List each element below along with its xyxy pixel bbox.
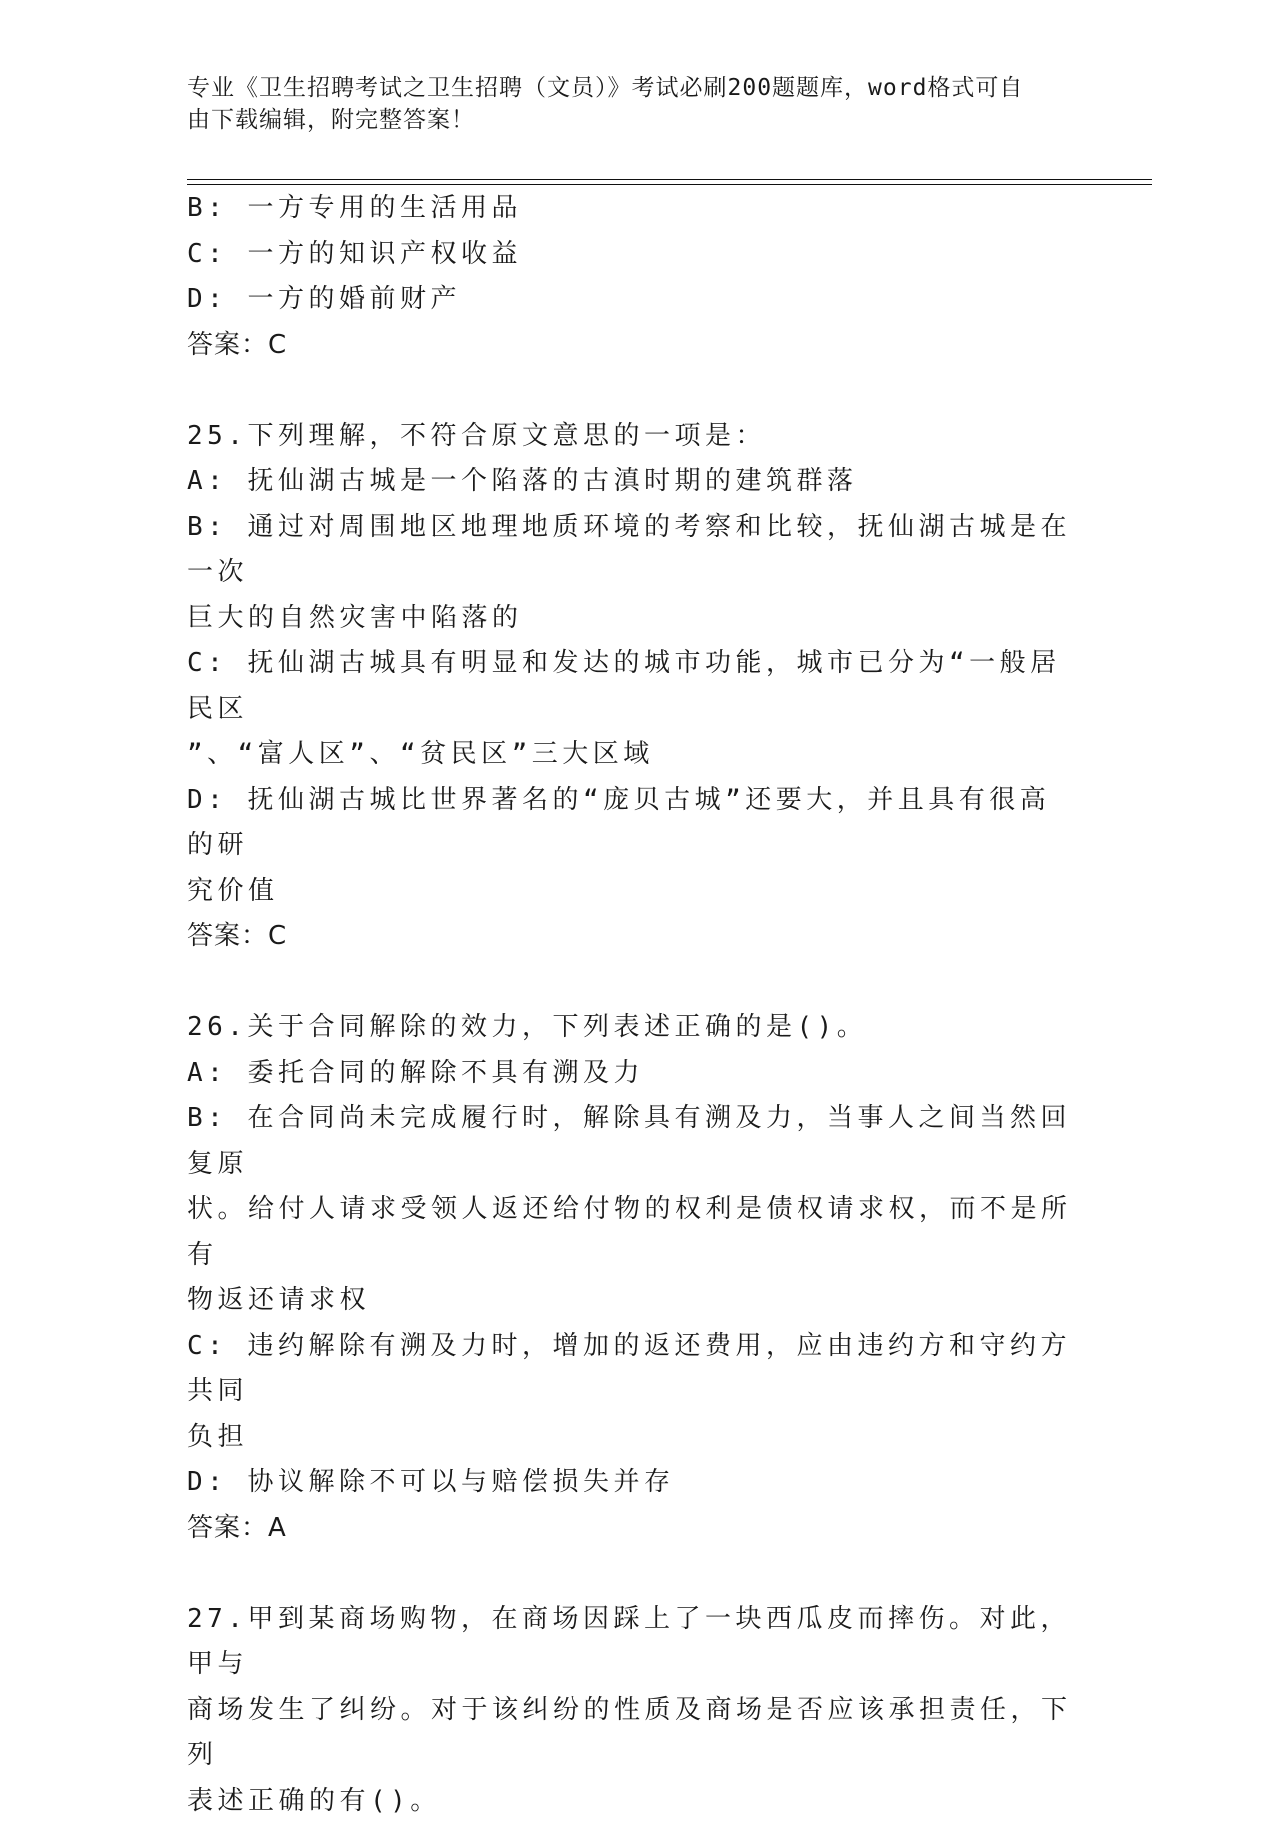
question-stem: 26.关于合同解除的效力，下列表述正确的是()。 bbox=[187, 1005, 1077, 1051]
option-a: A: 委托合同的解除不具有溯及力 bbox=[187, 1051, 1077, 1097]
question-25 bbox=[187, 414, 1077, 960]
document-header bbox=[187, 72, 1067, 136]
header-divider-top bbox=[187, 179, 1152, 180]
header-line-2: 由下载编辑，附完整答案！ bbox=[187, 104, 1067, 136]
option-c-continued: 负担 bbox=[187, 1415, 1077, 1461]
spacer bbox=[187, 960, 1077, 1006]
answer-line: 答案：A bbox=[187, 1506, 1077, 1552]
option-b-continued: 巨大的自然灾害中陷落的 bbox=[187, 596, 1077, 642]
header-line-1: 专业《卫生招聘考试之卫生招聘（文员）》考试必刷200题题库，word格式可自 bbox=[187, 72, 1067, 104]
document-body bbox=[187, 186, 1077, 1824]
option-b: B: 通过对周围地区地理地质环境的考察和比较，抚仙湖古城是在一次 bbox=[187, 505, 1077, 596]
option-a: A: 抚仙湖古城是一个陷落的古滇时期的建筑群落 bbox=[187, 459, 1077, 505]
option-d: D: 协议解除不可以与赔偿损失并存 bbox=[187, 1460, 1077, 1506]
answer-line: 答案：C bbox=[187, 323, 1077, 369]
question-stem: 25.下列理解，不符合原文意思的一项是： bbox=[187, 414, 1077, 460]
option-d: D: 一方的婚前财产 bbox=[187, 277, 1077, 323]
option-c: C: 一方的知识产权收益 bbox=[187, 232, 1077, 278]
option-c: C: 违约解除有溯及力时，增加的返还费用，应由违约方和守约方共同 bbox=[187, 1324, 1077, 1415]
option-c: C: 抚仙湖古城具有明显和发达的城市功能，城市已分为“一般居民区 bbox=[187, 641, 1077, 732]
spacer bbox=[187, 1551, 1077, 1597]
question-stem-continued: 表述正确的有()。 bbox=[187, 1779, 1077, 1824]
option-d: D: 抚仙湖古城比世界著名的“庞贝古城”还要大，并且具有很高的研 bbox=[187, 778, 1077, 869]
question-26 bbox=[187, 1005, 1077, 1551]
question-27 bbox=[187, 1597, 1077, 1824]
question-stem: 27.甲到某商场购物，在商场因踩上了一块西瓜皮而摔伤。对此，甲与 bbox=[187, 1597, 1077, 1688]
option-d-continued: 究价值 bbox=[187, 869, 1077, 915]
option-b-continued: 状。给付人请求受领人返还给付物的权利是债权请求权，而不是所有 bbox=[187, 1187, 1077, 1278]
question-stem-continued: 商场发生了纠纷。对于该纠纷的性质及商场是否应该承担责任，下列 bbox=[187, 1688, 1077, 1779]
option-b: B: 在合同尚未完成履行时，解除具有溯及力，当事人之间当然回复原 bbox=[187, 1096, 1077, 1187]
option-c-continued: ”、“富人区”、“贫民区”三大区域 bbox=[187, 732, 1077, 778]
header-divider-bottom bbox=[187, 184, 1152, 185]
option-b: B: 一方专用的生活用品 bbox=[187, 186, 1077, 232]
answer-line: 答案：C bbox=[187, 914, 1077, 960]
option-b-continued: 物返还请求权 bbox=[187, 1278, 1077, 1324]
spacer bbox=[187, 368, 1077, 414]
question-24-continued bbox=[187, 186, 1077, 368]
